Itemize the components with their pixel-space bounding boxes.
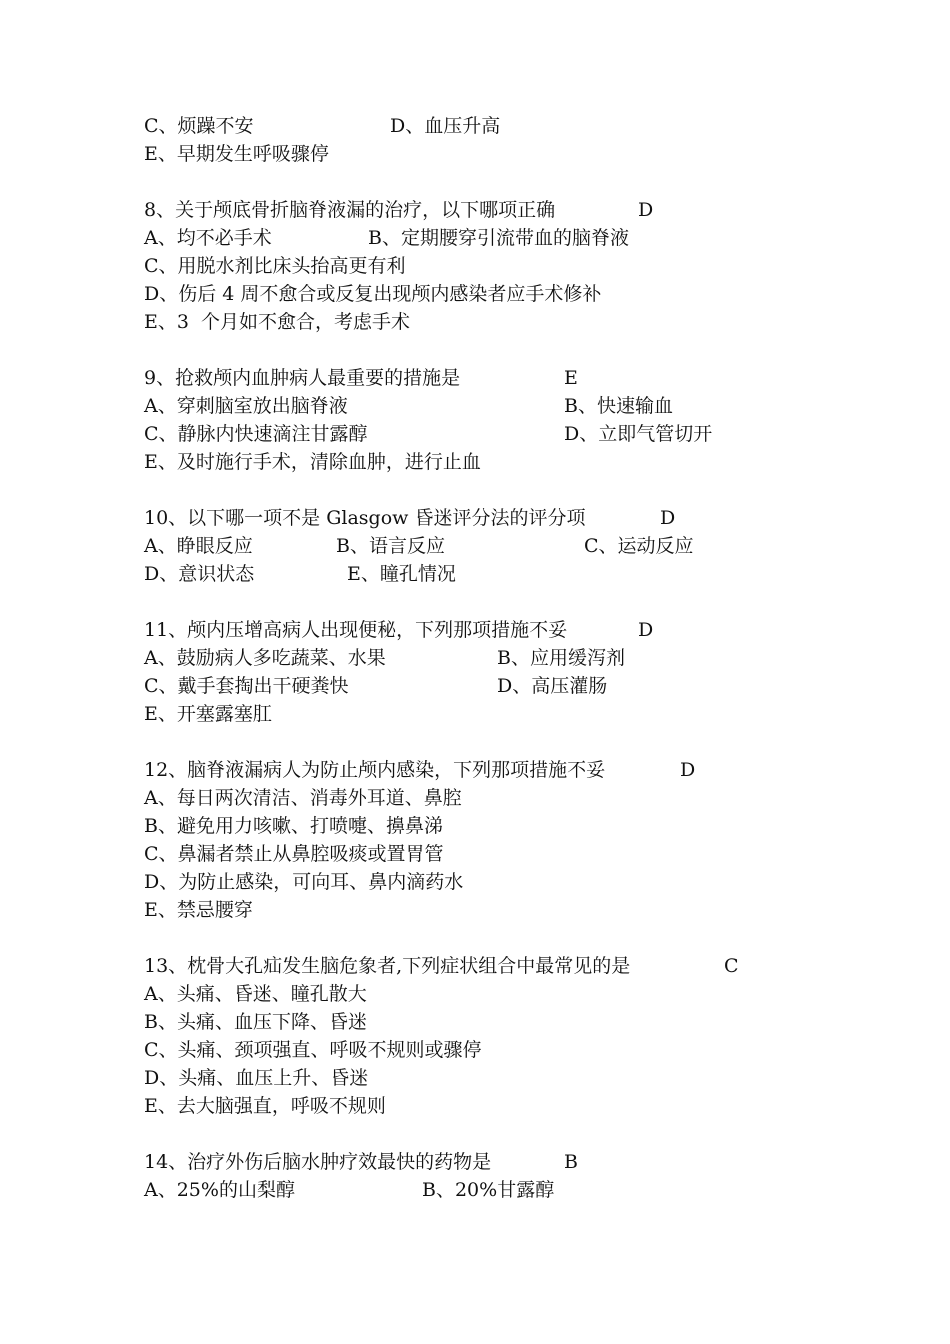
option-a: A、鼓励病人多吃蔬菜、水果 (144, 647, 386, 669)
option-b: B、20%甘露醇 (422, 1179, 555, 1201)
question-11 (144, 616, 654, 644)
answer-options-line (144, 1064, 369, 1092)
option-e: E、及时施行手术，清除血肿，进行止血 (144, 451, 481, 473)
answer-options-line (144, 868, 464, 896)
question-text: 14、治疗外伤后脑水肿疗效最快的药物是 (144, 1151, 492, 1173)
option-d: D、血压升高 (390, 115, 501, 137)
answer-options-line (144, 560, 456, 588)
option-d: D、立即气管切开 (564, 423, 713, 445)
option-d: D、为防止感染，可向耳、鼻内滴药水 (144, 871, 464, 893)
option-b: B、定期腰穿引流带血的脑脊液 (368, 227, 629, 249)
option-a: A、穿刺脑室放出脑脊液 (144, 395, 348, 417)
question-text: 8、关于颅底骨折脑脊液漏的治疗，以下哪项正确 (144, 199, 556, 221)
question-12 (144, 756, 696, 784)
option-c: C、戴手套掏出干硬粪快 (144, 675, 349, 697)
option-e: E、瞳孔情况 (347, 563, 456, 585)
option-e: E、开塞露塞肛 (144, 703, 272, 725)
answer-options-line (144, 392, 673, 420)
answer-options-line (144, 644, 625, 672)
option-e: E、禁忌腰穿 (144, 899, 253, 921)
answer-options-line (144, 252, 406, 280)
question-text: 12、脑脊液漏病人为防止颅内感染，下列那项措施不妥 (144, 759, 606, 781)
answer-key: C (724, 955, 739, 977)
option-a: A、睁眼反应 (144, 535, 253, 557)
option-d: D、意识状态 (144, 563, 255, 585)
option-e: E、早期发生呼吸骤停 (144, 143, 329, 165)
question-8 (144, 196, 654, 224)
question-text: 11、颅内压增高病人出现便秘，下列那项措施不妥 (144, 619, 568, 641)
option-d: D、头痛、血压上升、昏迷 (144, 1067, 369, 1089)
answer-options-line (144, 896, 253, 924)
answer-key: D (680, 759, 696, 781)
option-c: C、烦躁不安 (144, 115, 254, 137)
answer-options-line (144, 532, 694, 560)
question-9 (144, 364, 578, 392)
option-a: A、均不必手术 (144, 227, 272, 249)
option-b: B、快速输血 (564, 395, 673, 417)
answer-options-line (144, 448, 481, 476)
answer-options-line (144, 1176, 555, 1204)
option-c: C、头痛、颈项强直、呼吸不规则或骤停 (144, 1039, 482, 1061)
answer-options-line (144, 1036, 482, 1064)
option-d: D、伤后 4 周不愈合或反复出现颅内感染者应手术修补 (144, 283, 602, 305)
option-c: C、运动反应 (584, 535, 694, 557)
option-a: A、25%的山梨醇 (144, 1179, 295, 1201)
option-c: C、用脱水剂比床头抬高更有利 (144, 255, 406, 277)
answer-options-line (144, 1092, 386, 1120)
option-b: B、语言反应 (336, 535, 445, 557)
answer-options-line (144, 812, 443, 840)
answer-key: D (660, 507, 676, 529)
question-10 (144, 504, 676, 532)
question-text: 13、枕骨大孔疝发生脑危象者,下列症状组合中最常见的是 (144, 955, 631, 977)
answer-options-line (144, 672, 608, 700)
answer-options-line (144, 1008, 367, 1036)
answer-key: E (564, 367, 578, 389)
answer-key: D (638, 199, 654, 221)
option-d: D、高压灌肠 (497, 675, 608, 697)
option-c: C、鼻漏者禁止从鼻腔吸痰或置胃管 (144, 843, 444, 865)
question-text: 9、抢救颅内血肿病人最重要的措施是 (144, 367, 461, 389)
question-14 (144, 1148, 578, 1176)
option-e: E、去大脑强直，呼吸不规则 (144, 1095, 386, 1117)
option-a: A、每日两次清洁、消毒外耳道、鼻腔 (144, 787, 462, 809)
answer-options-line (144, 224, 629, 252)
question-text: 10、以下哪一项不是 Glasgow 昏迷评分法的评分项 (144, 507, 586, 529)
option-b: B、应用缓泻剂 (497, 647, 625, 669)
option-c: C、静脉内快速滴注甘露醇 (144, 423, 368, 445)
answer-key: D (638, 619, 654, 641)
answer-options-line (144, 308, 411, 336)
option-b: B、头痛、血压下降、昏迷 (144, 1011, 367, 1033)
answer-options-line (144, 980, 367, 1008)
answer-key: B (564, 1151, 578, 1173)
answer-options-line (144, 700, 272, 728)
answer-options-line (144, 784, 462, 812)
answer-options-line (144, 140, 329, 168)
option-b: B、避免用力咳嗽、打喷嚏、擤鼻涕 (144, 815, 443, 837)
answer-options-line (144, 112, 501, 140)
answer-options-line (144, 420, 713, 448)
option-a: A、头痛、昏迷、瞳孔散大 (144, 983, 367, 1005)
answer-options-line (144, 840, 444, 868)
question-13 (144, 952, 739, 980)
answer-options-line (144, 280, 602, 308)
option-e: E、3 个月如不愈合，考虑手术 (144, 311, 411, 333)
